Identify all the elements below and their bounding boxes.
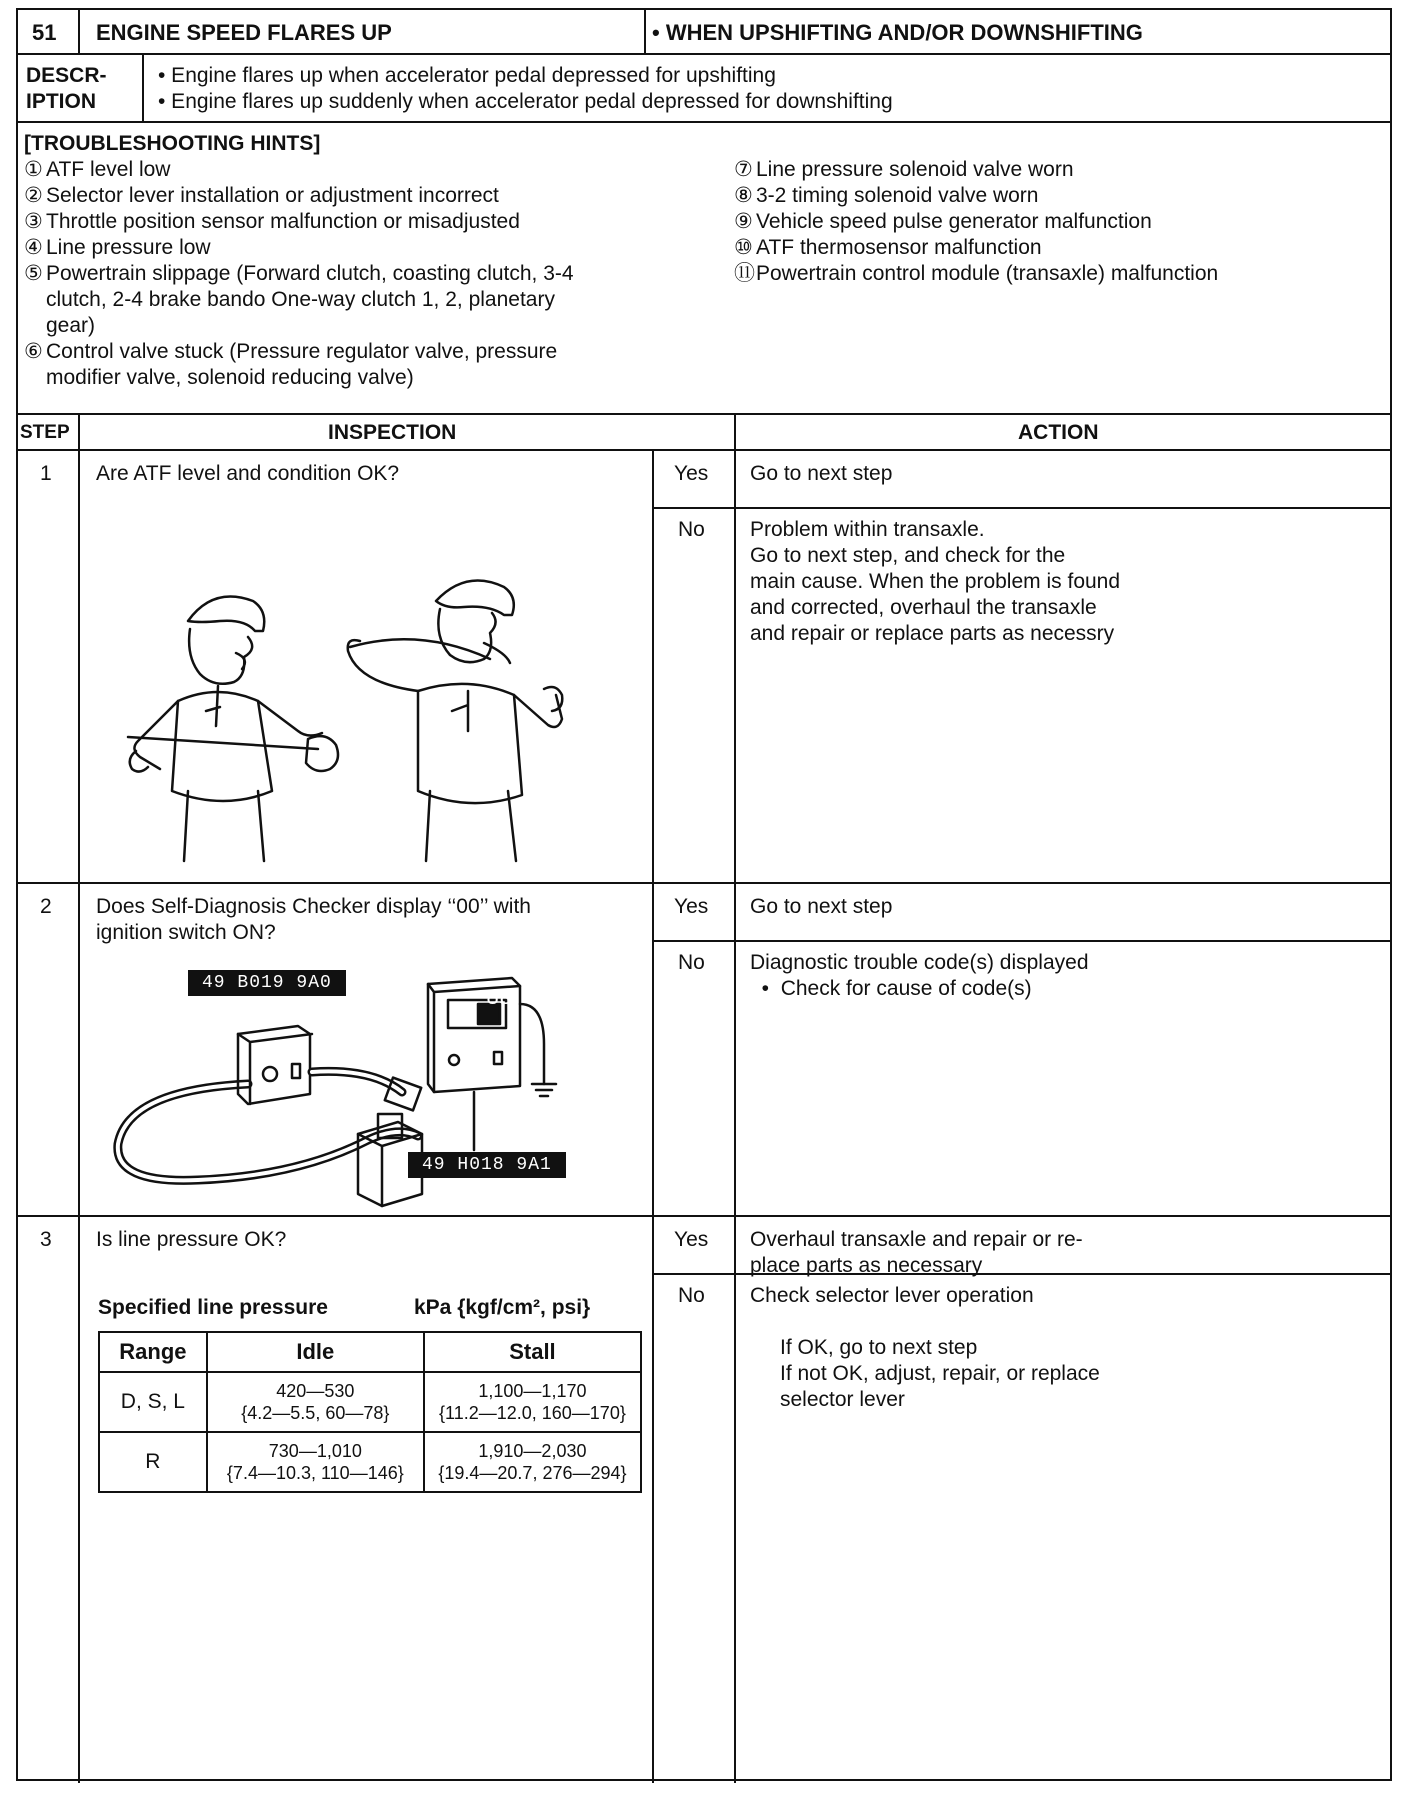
no-action: Problem within transaxle. Go to next step, and check for the main cause. When the problem is found and corrected, overhaul the transaxle and repair or replace parts as necessry <box>750 518 1121 645</box>
procedure-condition: • WHEN UPSHIFTING AND/OR DOWNSHIFTING <box>652 20 1143 45</box>
hint-item: ④ Line pressure low <box>24 236 211 259</box>
hints-row <box>18 123 1390 415</box>
tool-label-checker: 49 H018 9A1 <box>408 1152 566 1178</box>
step-question: Does Self-Diagnosis Checker display ‘‘00’’ with ignition switch ON? <box>96 895 531 944</box>
yes-action: Overhaul transaxle and repair or re- place parts as necessary <box>750 1228 1083 1277</box>
table-row <box>99 1432 641 1492</box>
description-label-2: IPTION <box>26 90 97 113</box>
yes-label: Yes <box>674 895 709 918</box>
header-row <box>18 10 1390 55</box>
table-header: Stall <box>424 1332 641 1372</box>
inspection-column-header: INSPECTION <box>328 421 457 444</box>
no-label: No <box>678 518 705 541</box>
hint-item: ① ATF level low <box>24 158 171 181</box>
description-item: • Engine flares up when accelerator pedal depressed for upshifting <box>158 64 776 87</box>
hint-item: ⑥ Control valve stuck (Pressure regulator valve, pressure modifier valve, solenoid reducing valve) <box>24 340 558 389</box>
hint-item: ⑤ Powertrain slippage (Forward clutch, coasting clutch, 3-4 clutch, 2-4 brake bando One-way clutch 1, 2, planetary gear) <box>24 262 574 337</box>
no-label: No <box>678 1284 705 1307</box>
step-number: 2 <box>40 895 52 918</box>
hints-title: [TROUBLESHOOTING HINTS] <box>24 132 321 155</box>
line-pressure-table <box>98 1331 642 1493</box>
spec-units: kPa {kgf/cm², psi} <box>414 1296 591 1319</box>
column-header-row <box>18 415 1390 451</box>
no-action: Diagnostic trouble code(s) displayed • Check for cause of code(s) <box>750 951 1089 1000</box>
hints-right-list <box>734 157 1218 287</box>
description-row <box>18 55 1390 123</box>
yes-label: Yes <box>674 1228 709 1251</box>
step-question: Are ATF level and condition OK? <box>96 462 400 485</box>
spec-title: Specified line pressure <box>98 1296 328 1319</box>
hint-item: ⑧ 3-2 timing solenoid valve worn <box>734 184 1039 207</box>
hint-item: ③ Throttle position sensor malfunction or misadjusted <box>24 210 520 233</box>
checker-display: 88 <box>486 986 513 1011</box>
step-1-row <box>18 451 1390 884</box>
atf-dipstick-illustration <box>118 561 578 871</box>
step-2-row <box>18 884 1390 1217</box>
self-diagnosis-checker-illustration <box>108 964 648 1212</box>
idle-cell: 420—530 {4.2—5.5, 60—78} <box>207 1372 424 1432</box>
hint-item: ⑩ ATF thermosensor malfunction <box>734 236 1042 259</box>
hint-item: ⑪ Powertrain control module (transaxle) malfunction <box>734 262 1219 285</box>
no-action-title: Check selector lever operation <box>750 1284 1034 1307</box>
procedure-title: ENGINE SPEED FLARES UP <box>96 20 392 45</box>
step-column-header: STEP <box>20 422 70 443</box>
yes-label: Yes <box>674 462 709 485</box>
action-column-header: ACTION <box>1018 421 1099 444</box>
range-cell: D, S, L <box>99 1372 207 1432</box>
yes-action: Go to next step <box>750 895 893 918</box>
description-label-1: DESCR- <box>26 64 107 87</box>
step-3-row <box>18 1217 1390 1783</box>
procedure-number: 51 <box>32 20 57 45</box>
table-header: Idle <box>207 1332 424 1372</box>
step-number: 1 <box>40 462 52 485</box>
table-row <box>99 1372 641 1432</box>
hints-left-list <box>24 157 574 391</box>
table-header: Range <box>99 1332 207 1372</box>
hint-item: ⑦ Line pressure solenoid valve worn <box>734 158 1074 181</box>
hint-item: ⑨ Vehicle speed pulse generator malfunction <box>734 210 1152 233</box>
tool-label-system-selector: 49 B019 9A0 <box>188 970 346 996</box>
no-action: If OK, go to next step If not OK, adjust, repair, or replace selector lever <box>780 1336 1100 1411</box>
hint-item: ② Selector lever installation or adjustment incorrect <box>24 184 499 207</box>
range-cell: R <box>99 1432 207 1492</box>
no-label: No <box>678 951 705 974</box>
troubleshooting-page <box>16 8 1392 1781</box>
description-item: • Engine flares up suddenly when accelerator pedal depressed for downshifting <box>158 90 893 113</box>
yes-action: Go to next step <box>750 462 893 485</box>
stall-cell: 1,100—1,170 {11.2—12.0, 160—170} <box>424 1372 641 1432</box>
step-question: Is line pressure OK? <box>96 1228 287 1251</box>
step-number: 3 <box>40 1228 52 1251</box>
stall-cell: 1,910—2,030 {19.4—20.7, 276—294} <box>424 1432 641 1492</box>
idle-cell: 730—1,010 {7.4—10.3, 110—146} <box>207 1432 424 1492</box>
